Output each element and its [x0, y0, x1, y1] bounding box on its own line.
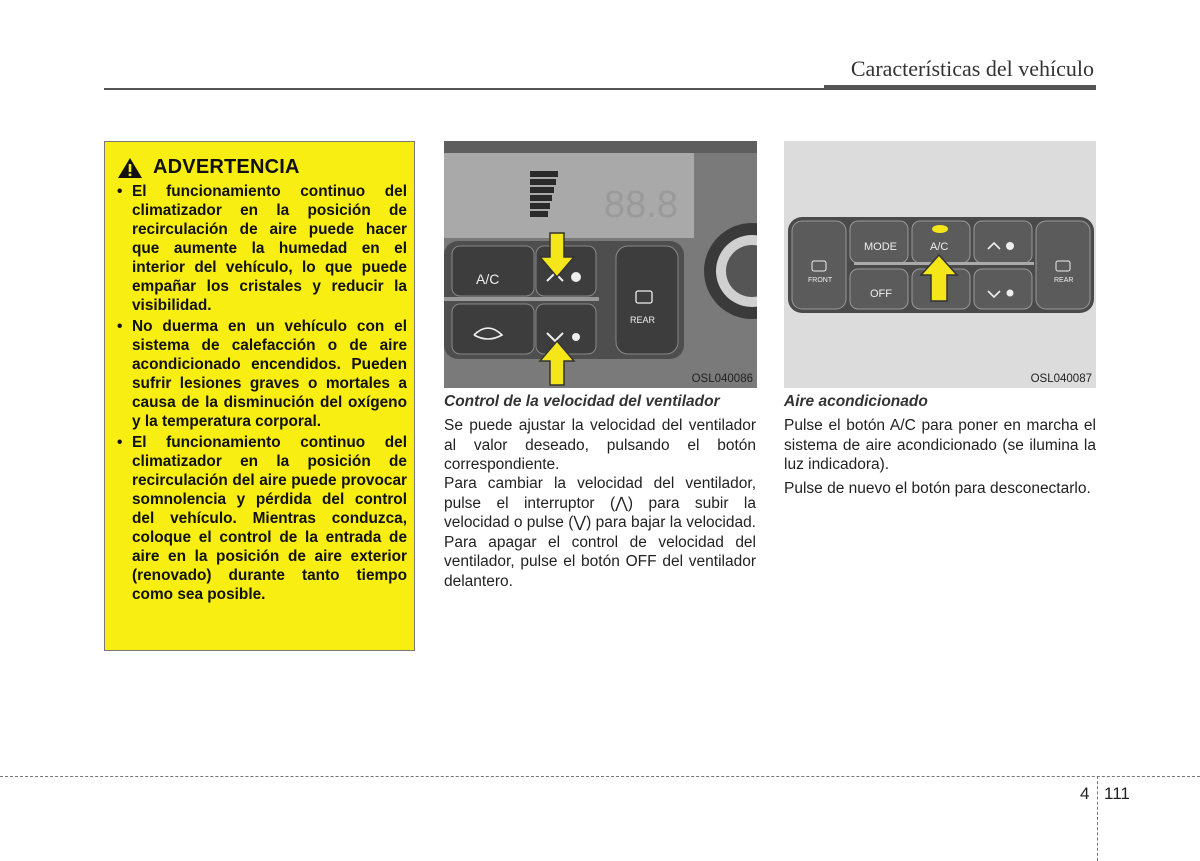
warning-item: • El funcionamiento continuo del climatizador en la posición de recirculación del aire puede provocar somnolencia y pérdida del control del vehículo. Mientras conduzca, coloque el control de la entrada de aire en la posición de aire exterior (renovado) durante tanto tiempo como sea posible.: [117, 433, 407, 604]
svg-text:REAR: REAR: [1054, 277, 1074, 284]
climate-panel-illustration-1: [444, 141, 757, 388]
svg-text:A/C: A/C: [476, 271, 500, 287]
fan-section-paragraph: Se puede ajustar la velocidad del ventilador al valor deseado, pulsando el botón correspondiente.: [444, 417, 756, 473]
svg-text:MODE: MODE: [864, 241, 897, 253]
svg-text:REAR: REAR: [630, 315, 656, 325]
fan-section-paragraph: Para cambiar la velocidad del ventilador, pulse el interruptor (⋀) para subir la velocidad o pulse (⋁) para bajar la velocidad. Para apagar el control de velocidad del ventilador, pulse el botón OFF del ventilador delantero.: [444, 475, 756, 590]
figure-ac: [784, 141, 1096, 388]
figure-code: OSL040087: [1030, 373, 1092, 385]
chapter-number: 4: [1080, 784, 1090, 803]
svg-text:88.8: 88.8: [604, 184, 678, 226]
ac-section-caption: Aire acondicionado: [784, 393, 928, 410]
page-header-title: Características del vehículo: [850, 56, 1094, 81]
footer-divider-vertical: [1097, 776, 1098, 861]
ac-section-paragraph: Pulse el botón A/C para poner en marcha el sistema de aire acondicionado (se ilumina la luz indicadora).: [784, 417, 1096, 473]
ac-section-paragraph: Pulse de nuevo el botón para desconectarlo.: [784, 480, 1091, 497]
climate-panel-illustration-2: [784, 141, 1096, 388]
warning-triangle-icon: [117, 157, 143, 179]
figure-fan-speed: [444, 141, 757, 388]
warning-box: [104, 141, 415, 651]
figure-code: OSL040086: [691, 373, 753, 385]
svg-text:OFF: OFF: [870, 288, 892, 300]
warning-item: • El funcionamiento continuo del climatizador en la posición de recirculación de aire puede hacer que aumente la humedad en el interior del vehículo, lo que puede empañar los cristales y reducir la visibilidad.: [117, 182, 407, 315]
indicator-light-icon: [932, 225, 948, 233]
warning-list: [117, 182, 407, 606]
warning-heading: [117, 156, 300, 179]
warning-title: ADVERTENCIA: [153, 156, 300, 178]
svg-text:FRONT: FRONT: [808, 277, 833, 284]
svg-text:A/C: A/C: [930, 241, 949, 253]
warning-item: • No duerma en un vehículo con el sistema de calefacción o de aire acondicionado encendidos. Pueden sufrir lesiones graves o mortales a causa de la disminución del oxígeno y la temperatura corporal.: [117, 317, 407, 431]
fan-section-caption: Control de la velocidad del ventilador: [444, 393, 720, 410]
footer-divider: [0, 776, 1200, 777]
header-rule-accent: [824, 85, 1096, 90]
page-number: 111: [1104, 784, 1130, 803]
